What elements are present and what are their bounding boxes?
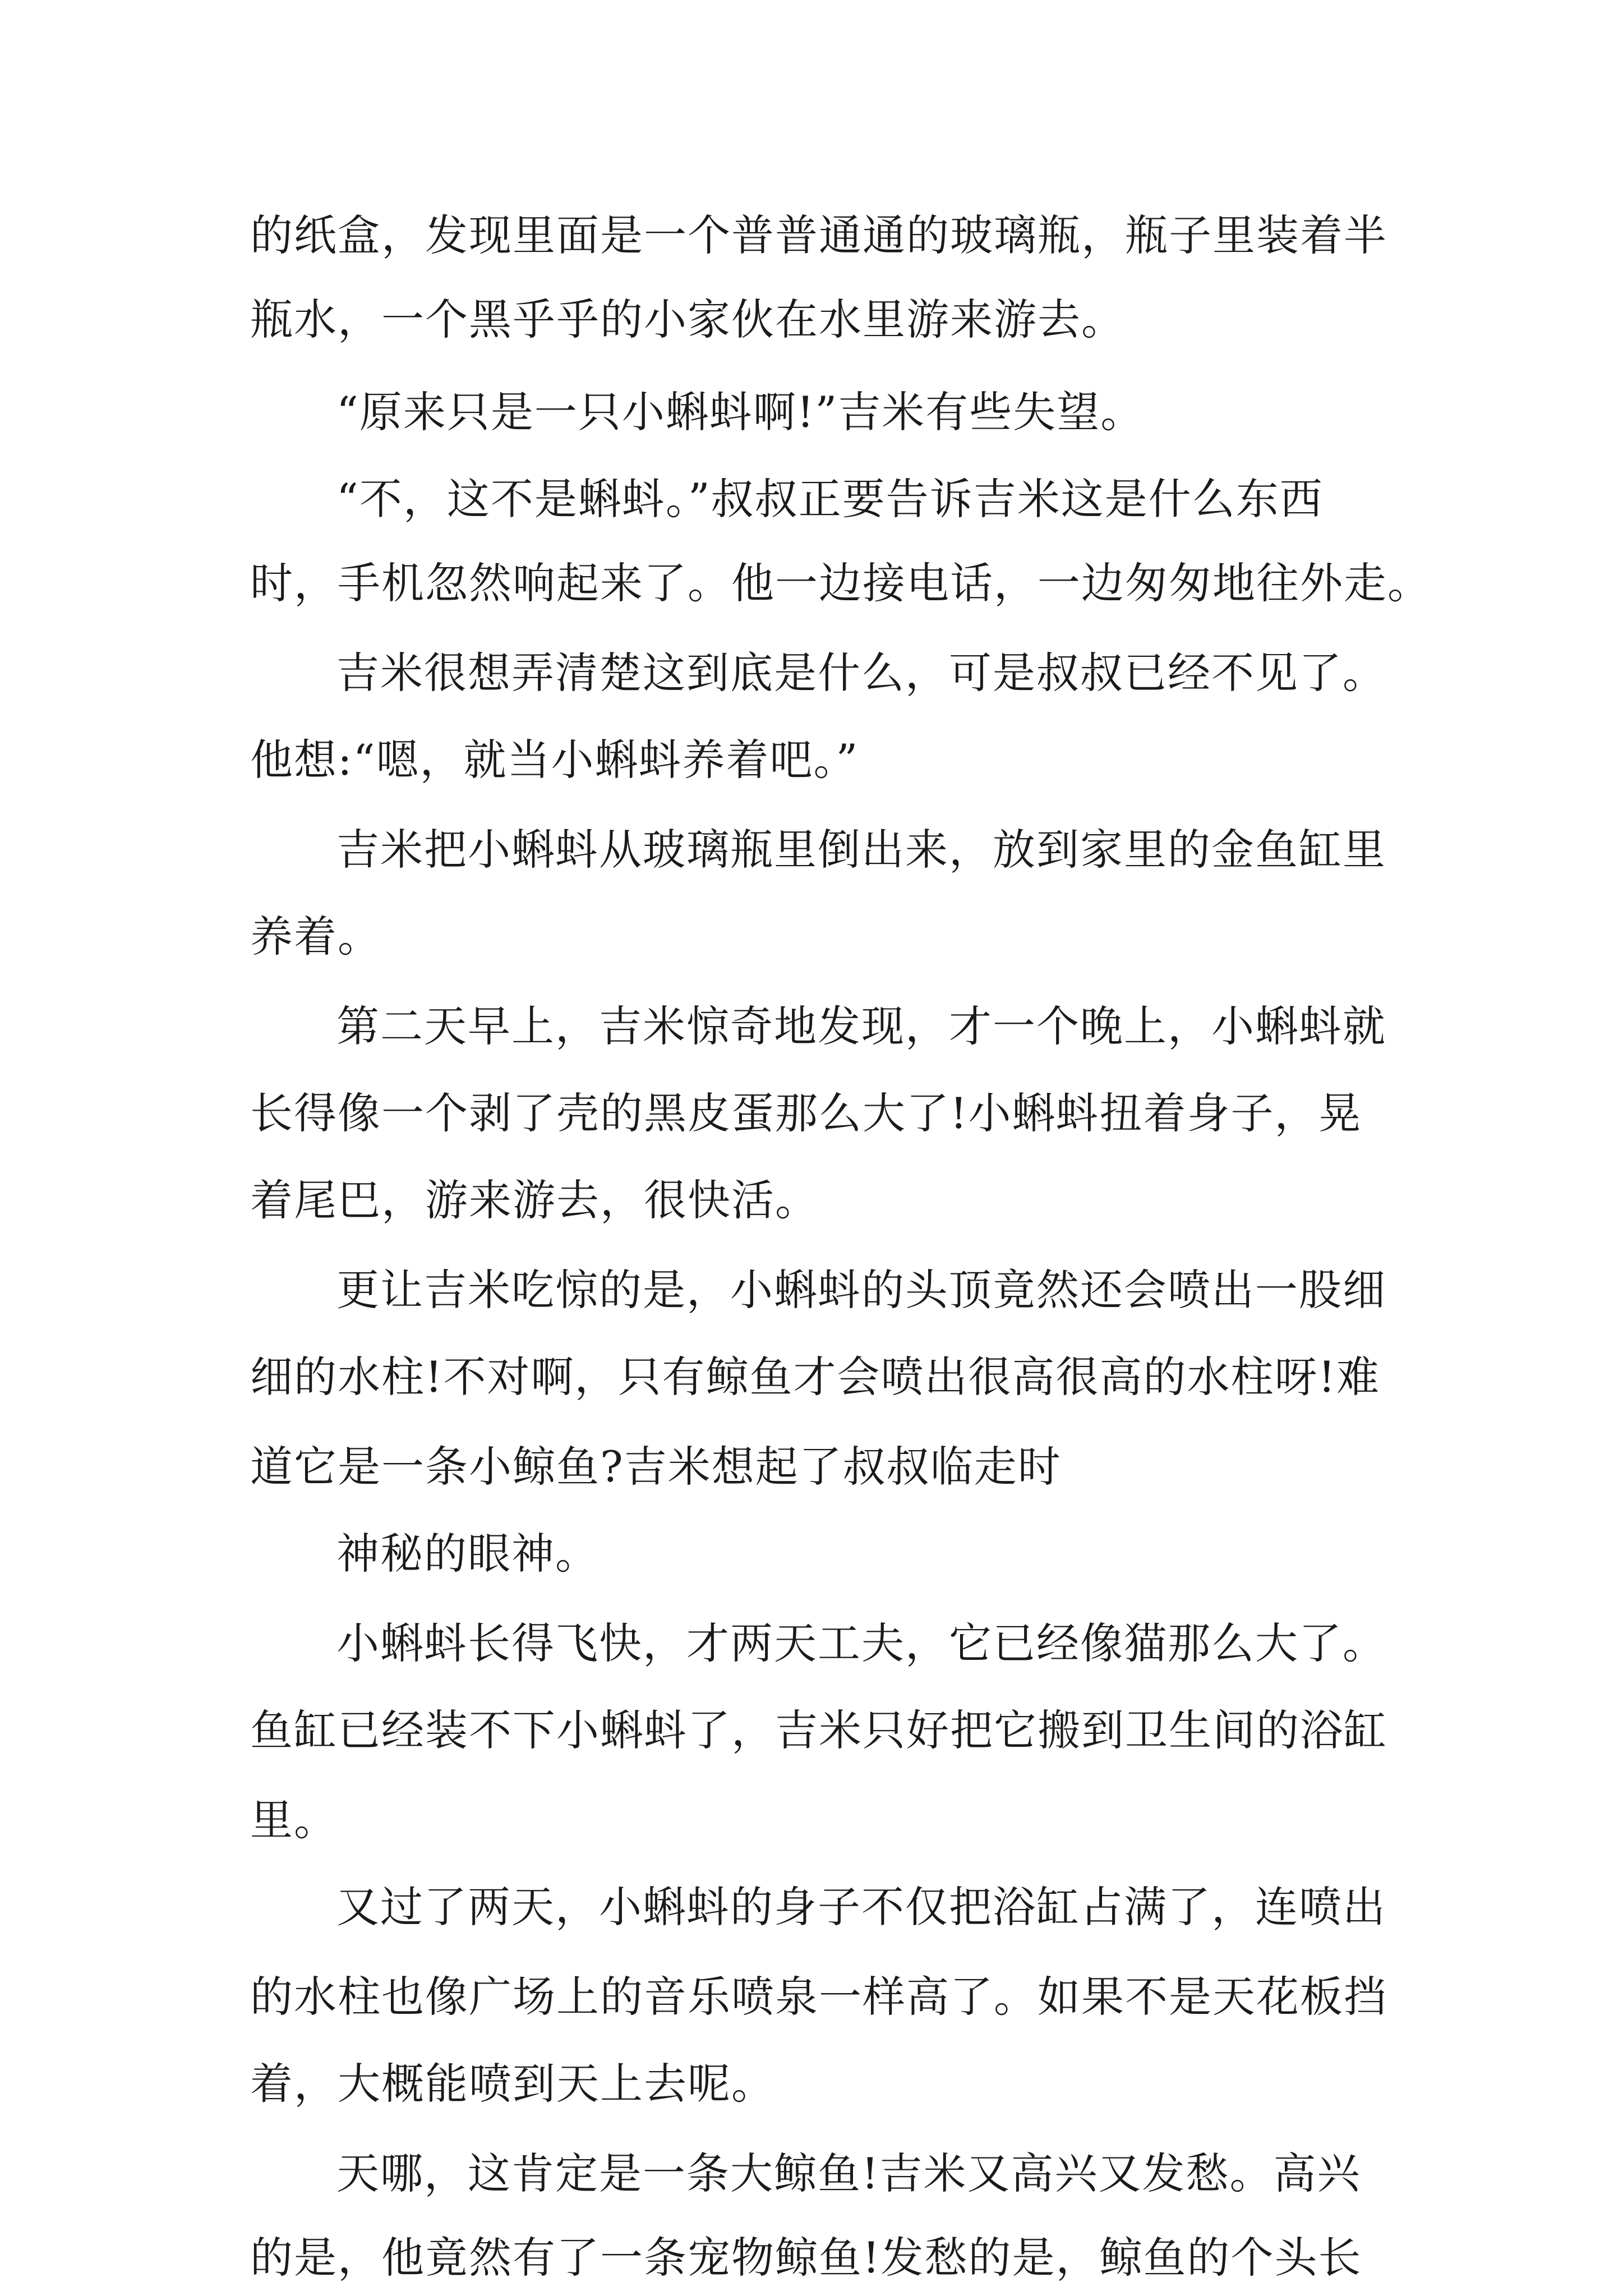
text-line-9: 养着。 (250, 912, 381, 961)
text-line-7: 他想:“嗯，就当小蝌蚪养着吧。” (250, 735, 859, 785)
text-line-15: 道它是一条小鲸鱼?吉米想起了叔叔临走时 (250, 1442, 1062, 1492)
text-line-23: 天哪，这肯定是一条大鲸鱼!吉米又高兴又发愁。高兴 (336, 2148, 1361, 2198)
text-line-22: 着，大概能喷到天上去呢。 (250, 2059, 775, 2109)
text-line-3: “原来只是一只小蝌蚪啊!”吉米有些失望。 (336, 387, 1145, 437)
text-line-12: 着尾巴，游来游去，很快活。 (250, 1175, 819, 1225)
text-line-18: 鱼缸已经装不下小蝌蚪了，吉米只好把它搬到卫生间的浴缸 (250, 1705, 1387, 1755)
text-line-21: 的水柱也像广场上的音乐喷泉一样高了。如果不是天花板挡 (250, 1972, 1387, 2022)
text-line-17: 小蝌蚪长得飞快，才两天工夫，它已经像猫那么大了。 (336, 1618, 1386, 1668)
text-line-16: 神秘的眼神。 (336, 1529, 599, 1579)
text-line-2: 瓶水，一个黑乎乎的小家伙在水里游来游去。 (250, 295, 1125, 344)
text-line-10: 第二天早上，吉米惊奇地发现，才一个晚上，小蝌蚪就 (336, 1001, 1386, 1051)
text-line-14: 细的水柱!不对啊，只有鲸鱼才会喷出很高很高的水柱呀!难 (250, 1352, 1381, 1402)
text-line-4: “不，这不是蝌蚪。”叔叔正要告诉吉米这是什么东西 (336, 474, 1324, 524)
text-line-5: 时，手机忽然响起来了。他一边接电话，一边匆匆地往外走。 (250, 558, 1431, 608)
text-line-13: 更让吉米吃惊的是，小蝌蚪的头顶竟然还会喷出一股细 (336, 1265, 1386, 1315)
text-line-19: 里。 (250, 1795, 338, 1845)
text-line-8: 吉米把小蝌蚪从玻璃瓶里倒出来，放到家里的金鱼缸里 (336, 825, 1386, 875)
text-line-1: 的纸盒，发现里面是一个普普通通的玻璃瓶，瓶子里装着半 (250, 210, 1387, 260)
text-line-20: 又过了两天，小蝌蚪的身子不仅把浴缸占满了，连喷出 (336, 1882, 1386, 1932)
text-line-24: 的是，他竟然有了一条宠物鲸鱼!发愁的是，鲸鱼的个头长 (250, 2233, 1362, 2283)
text-line-6: 吉米很想弄清楚这到底是什么，可是叔叔已经不见了。 (336, 648, 1386, 698)
text-line-11: 长得像一个剥了壳的黑皮蛋那么大了!小蝌蚪扭着身子，晃 (250, 1088, 1362, 1138)
